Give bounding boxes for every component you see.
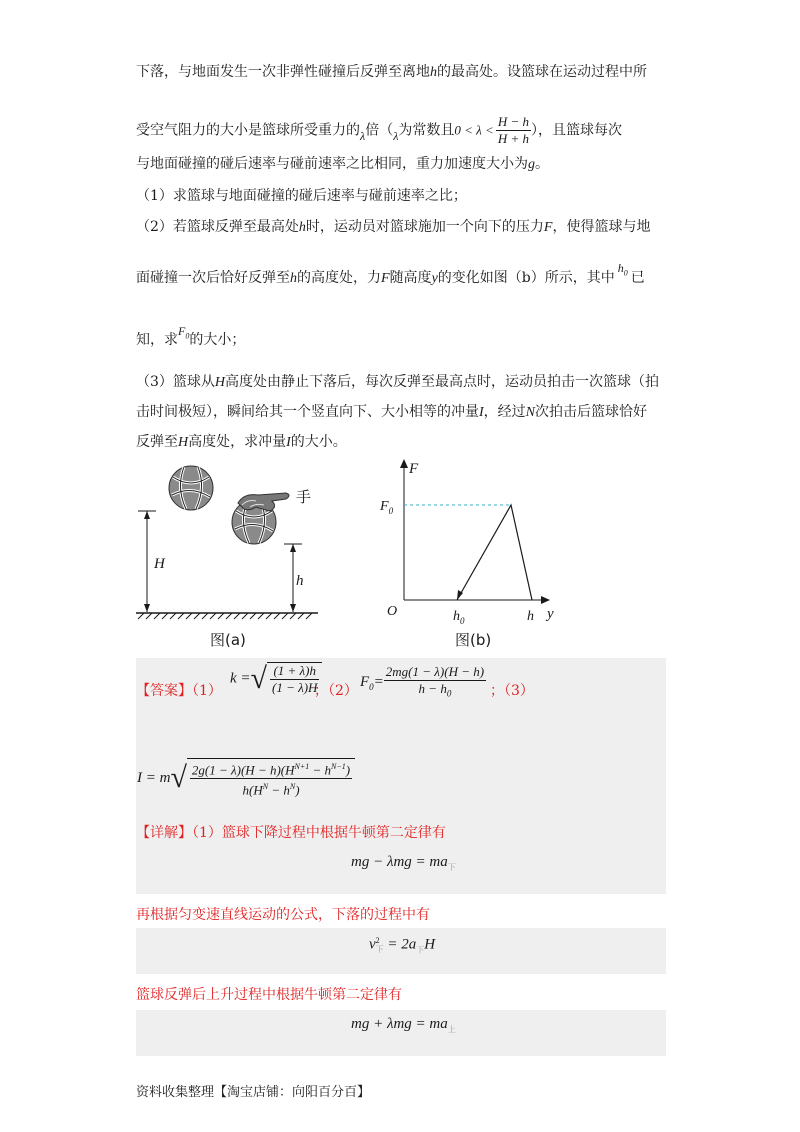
h0-base: h — [617, 261, 624, 275]
var-I: I — [286, 435, 291, 450]
question-3-line-3 — [136, 432, 347, 453]
eq3-subscript: 上 — [447, 1025, 456, 1034]
var-F: F — [543, 220, 553, 235]
var-F: F — [381, 271, 390, 286]
text: （2）若篮球反弹至最高处 — [136, 219, 299, 235]
F0-symbol — [178, 324, 190, 341]
tick-F0 — [379, 499, 394, 516]
F0-fraction — [384, 664, 486, 702]
y-axis — [400, 459, 408, 600]
equals: = — [373, 674, 384, 691]
numerator: 2mg(1 − λ)(H − h) — [385, 664, 485, 679]
text: 为常数且 — [398, 122, 455, 139]
text: 的大小； — [189, 332, 246, 348]
var-y: y — [431, 271, 438, 286]
basketball-icon-upper — [169, 466, 213, 510]
var-h: h — [290, 271, 297, 286]
denominator — [384, 681, 486, 702]
text: 再根据匀变速直线运动的公式，下落的过程中有 — [136, 907, 430, 923]
label-h: h — [296, 573, 304, 589]
text: ；（2） — [314, 683, 358, 699]
origin-label: O — [387, 604, 398, 619]
text: ，使得篮球与地 — [552, 219, 651, 235]
problem-line-1 — [136, 62, 647, 83]
var-H: H — [178, 435, 189, 450]
footer — [136, 1083, 370, 1103]
den-a: h(H — [242, 782, 263, 798]
text: 随高度 — [389, 270, 432, 286]
text: 与地面碰撞的碰后速率与碰前速率之比相同，重力加速度大小为 — [136, 156, 528, 172]
x-axis — [404, 596, 550, 604]
text: 反弹至 — [136, 434, 178, 450]
text: ；（3） — [490, 683, 534, 699]
answer-label: 【答案】 — [136, 683, 192, 699]
question-2-line-2 — [136, 261, 645, 293]
text: 受空气阻力的大小是篮球所受重力的 — [136, 122, 360, 139]
text: 下落，与地面发生一次非弹性碰撞后反弹至离地 — [136, 64, 430, 80]
denominator-base: h − h — [418, 681, 447, 696]
denominator: (1 − λ)H — [272, 680, 318, 695]
den-end: ) — [295, 782, 300, 798]
eq2-H: H — [424, 936, 436, 953]
equation-2 — [369, 936, 435, 955]
lambda-symbol: λ — [360, 128, 366, 143]
tick-h0-subscript: 0 — [460, 616, 465, 626]
numerator — [190, 759, 352, 779]
text: 高度处，求冲量 — [188, 434, 287, 450]
answer-line — [136, 681, 222, 701]
text: ，经过 — [483, 404, 526, 420]
var-H: H — [214, 375, 226, 390]
var-I: I — [479, 405, 484, 420]
numerator: H − h — [497, 114, 530, 129]
ground — [136, 613, 318, 619]
equation-1 — [351, 854, 456, 873]
figure-a-caption: 图(a) — [210, 631, 246, 649]
text: （3）篮球从 — [136, 374, 215, 390]
text: 倍（ — [365, 122, 394, 139]
eq1-subscript: 下 — [447, 863, 456, 872]
text: 的最高处。设篮球在运动过程中所 — [437, 64, 647, 80]
eq2-mid: = 2a — [383, 936, 417, 953]
tick-F0-subscript: 0 — [388, 506, 394, 516]
label-H: H — [154, 556, 165, 572]
var-h: h — [298, 220, 306, 235]
figure-b-caption: 图(b) — [455, 631, 492, 649]
question-1 — [136, 186, 467, 206]
eq2-v: v — [369, 936, 376, 953]
detail-line-1 — [136, 823, 446, 843]
den-sup-1: N — [262, 782, 269, 792]
axis-y-label: F — [409, 461, 419, 477]
h0-subscript: 0 — [623, 268, 628, 278]
num-sup-1: N+1 — [294, 762, 310, 771]
tick-h0 — [453, 609, 465, 626]
figure-b — [375, 455, 575, 655]
eq2-scripts — [376, 936, 384, 954]
eq2-sub-2: 下 — [416, 945, 425, 955]
text: （1）篮球下降过程中根据牛顿第二定律有 — [192, 825, 446, 841]
answer-sep-1 — [314, 681, 358, 701]
detail-line-3 — [136, 985, 402, 1005]
question-2-line-1 — [136, 217, 650, 238]
sqrt-icon: √ — [250, 662, 267, 695]
problem-line-3 — [136, 154, 549, 175]
den-sup-2: N — [289, 782, 296, 792]
force-curve — [457, 505, 532, 600]
text: 高度处由静止下落后，每次反弹至最高点时，运动员拍击一次篮球（拍 — [225, 374, 660, 390]
figure-a — [126, 455, 336, 655]
question-3-line-2 — [136, 402, 647, 423]
tick-h: h — [527, 609, 534, 624]
numerator: (1 + λ)h — [270, 663, 319, 680]
F0-subscript: 0 — [185, 331, 190, 341]
F0-lhs: F — [360, 674, 370, 691]
I-radicand — [187, 758, 355, 799]
detail-label: 【详解】 — [136, 825, 192, 841]
eq2-sup: 2 — [375, 936, 380, 945]
eq1-text: mg − λmg = ma — [351, 854, 448, 870]
F0-lhs-subscript: 0 — [369, 682, 374, 693]
eq2-sub: 下 — [375, 945, 384, 954]
tick-h0-base: h — [453, 609, 460, 624]
denominator-subscript: 0 — [446, 688, 452, 699]
text: ），且篮球每次 — [531, 122, 623, 139]
answer-part-1: （1） — [192, 683, 222, 699]
I-lhs: I = m — [137, 769, 171, 786]
text: 面碰撞一次后恰好反弹至 — [136, 270, 290, 286]
var-g: g — [528, 157, 535, 172]
question-3-line-1 — [136, 372, 659, 393]
text: 知，求 — [136, 332, 178, 348]
condition-left: 0 < λ < — [454, 122, 494, 138]
text: 已 — [630, 270, 645, 286]
answer-k — [230, 662, 322, 696]
equation-3 — [351, 1016, 456, 1035]
num-sup-2: N−1 — [331, 762, 346, 771]
text: 篮球反弹后上升过程中根据牛顿第二定律有 — [136, 987, 402, 1003]
num-end: ) — [345, 762, 351, 778]
axis-x-label: y — [547, 606, 554, 622]
answer-F0 — [360, 664, 486, 702]
denominator — [190, 779, 352, 798]
text: 。 — [535, 156, 549, 172]
detail-line-2 — [136, 905, 430, 925]
hand-label: 手 — [296, 488, 312, 506]
num-a: 2g(1 − λ)(H − h)(H — [191, 762, 295, 778]
answer-sep-2 — [490, 681, 534, 701]
text: （1）求篮球与地面碰撞的碰后速率与碰前速率之比； — [136, 188, 467, 204]
text: 击时间极短），瞬间给其一个竖直向下、大小相等的冲量 — [136, 404, 479, 420]
condition-fraction — [496, 114, 531, 147]
k-fraction — [270, 663, 319, 696]
sqrt-icon: √ — [170, 761, 187, 795]
var-N: N — [525, 405, 536, 420]
h0-symbol — [617, 261, 628, 278]
lambda-symbol: λ — [393, 128, 399, 143]
text: 时，运动员对篮球施加一个向下的压力 — [305, 219, 544, 235]
answer-I — [137, 758, 355, 799]
num-mid: − h — [309, 762, 332, 778]
text: 的高度处，力 — [297, 270, 381, 286]
question-2-line-3 — [136, 324, 246, 355]
text: 次拍击后篮球恰好 — [535, 404, 648, 420]
eq3-text: mg + λmg = ma — [351, 1016, 448, 1032]
F0-base: F — [178, 324, 186, 338]
problem-line-2 — [136, 114, 622, 147]
I-fraction — [190, 759, 352, 799]
denominator: H + h — [497, 131, 530, 146]
k-lhs: k = — [230, 670, 251, 687]
den-mid: − h — [268, 782, 290, 798]
text: 的大小。 — [290, 434, 347, 450]
text: 的变化如图（b）所示，其中 — [437, 270, 615, 286]
footer-text: 资料收集整理【淘宝店铺：向阳百分百】 — [136, 1085, 371, 1100]
var-h: h — [430, 65, 437, 80]
hand-icon — [238, 493, 289, 511]
tick-F0-base: F — [380, 499, 389, 514]
